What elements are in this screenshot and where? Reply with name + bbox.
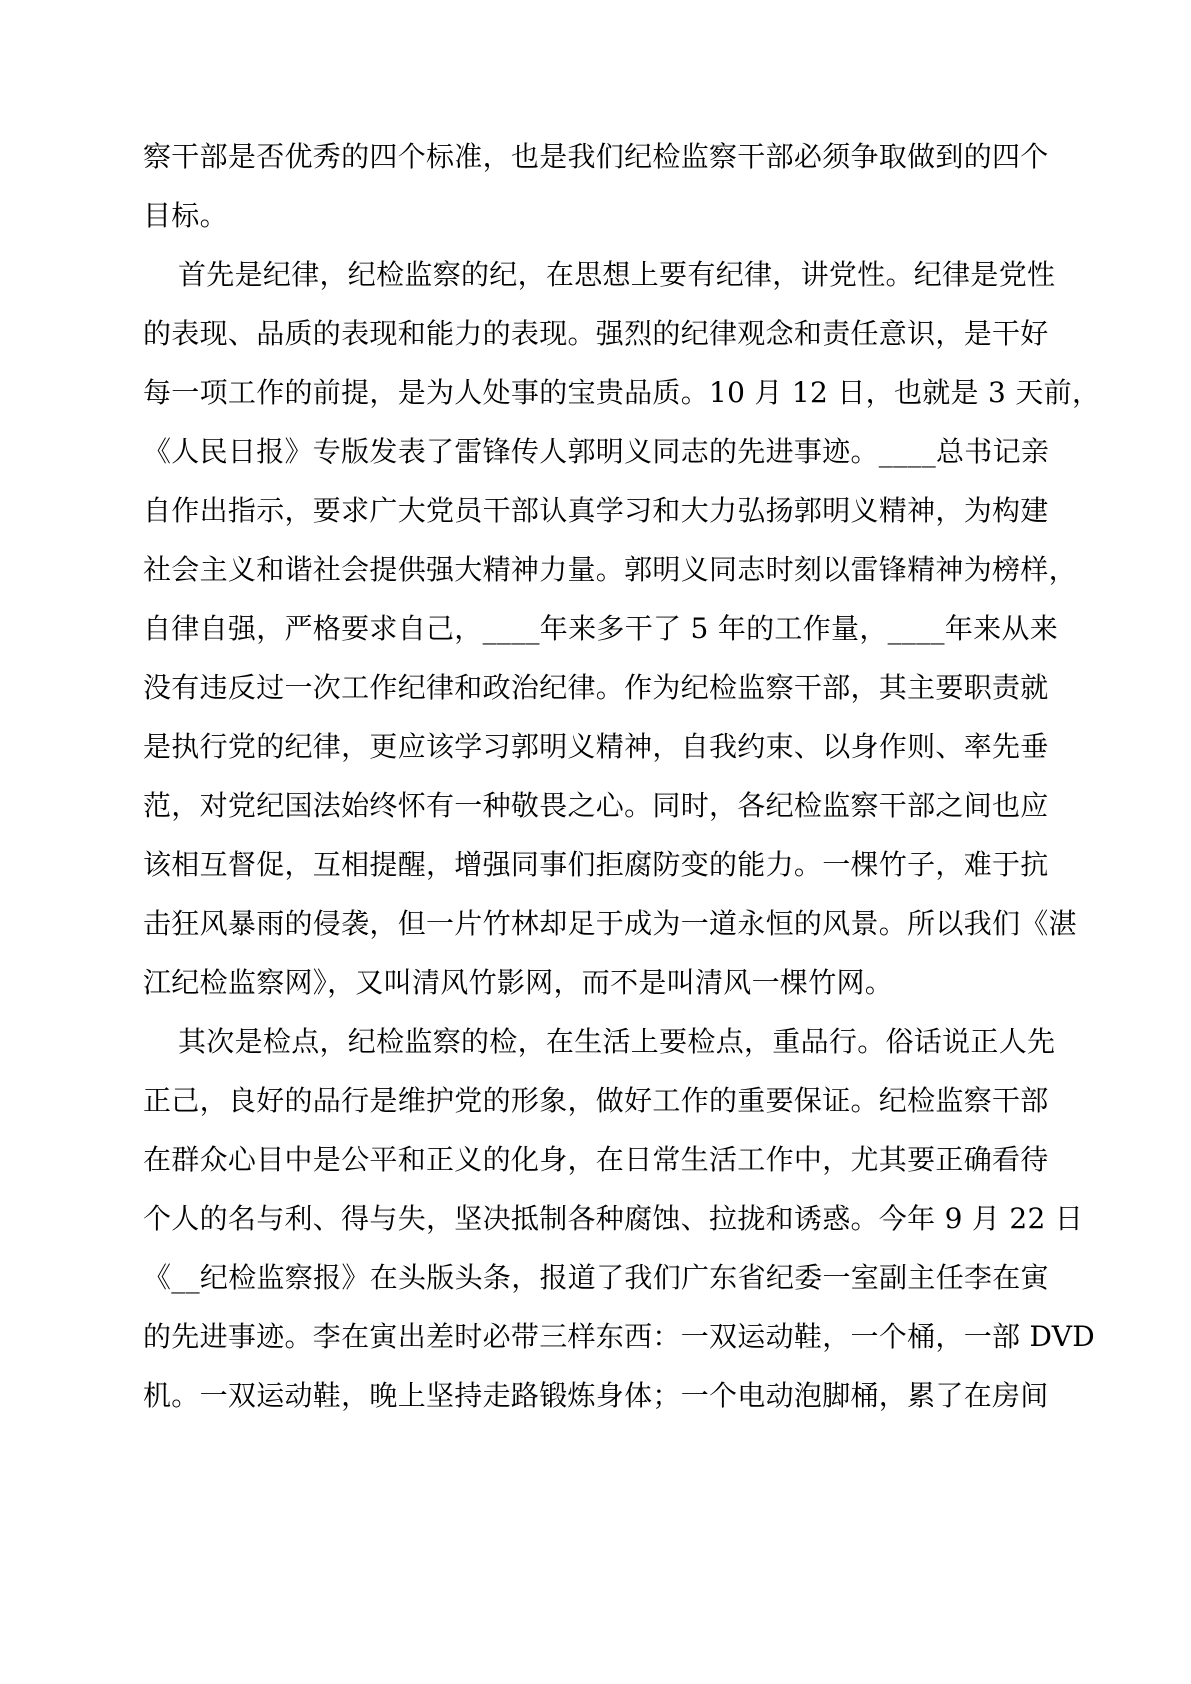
paragraph-first-line: 其次是检点，纪检监察的检，在生活上要检点，重品行。俗话说正人先	[178, 1025, 1056, 1058]
text-line: 《人民日报》专版发表了雷锋传人郭明义同志的先进事迹。____总书记亲	[143, 435, 1050, 468]
text-line: 的表现、品质的表现和能力的表现。强烈的纪律观念和责任意识，是干好	[143, 317, 1049, 350]
paragraph-first-line: 首先是纪律，纪检监察的纪，在思想上要有纪律，讲党性。纪律是党性	[178, 258, 1056, 291]
text-line: 该相互督促，互相提醒，增强同事们拒腐防变的能力。一棵竹子，难于抗	[143, 848, 1049, 881]
text-line: 击狂风暴雨的侵袭，但一片竹林却足于成为一道永恒的风景。所以我们《湛	[143, 907, 1077, 940]
text-line: 是执行党的纪律，更应该学习郭明义精神，自我约束、以身作则、率先垂	[143, 730, 1049, 763]
text-line: 《__纪检监察报》在头版头条，报道了我们广东省纪委一室副主任李在寅	[143, 1261, 1049, 1294]
text-line: 社会主义和谐社会提供强大精神力量。郭明义同志时刻以雷锋精神为榜样，	[143, 553, 1077, 586]
text-line: 个人的名与利、得与失，坚决抵制各种腐蚀、拉拢和诱惑。今年 9 月 22 日	[143, 1202, 1084, 1235]
text-line: 自律自强，严格要求自己，____年来多干了 5 年的工作量，____年来从来	[143, 612, 1059, 645]
text-line: 每一项工作的前提，是为人处事的宝贵品质。10 月 12 日，也就是 3 天前，	[143, 376, 1101, 409]
text-line: 没有违反过一次工作纪律和政治纪律。作为纪检监察干部，其主要职责就	[143, 671, 1049, 704]
text-line: 的先进事迹。李在寅出差时必带三样东西：一双运动鞋，一个桶，一部 DVD	[143, 1320, 1096, 1353]
text-line: 目标。	[143, 199, 228, 232]
text-line: 机。一双运动鞋，晚上坚持走路锻炼身体；一个电动泡脚桶，累了在房间	[143, 1379, 1049, 1412]
text-line: 察干部是否优秀的四个标准，也是我们纪检监察干部必须争取做到的四个	[143, 140, 1049, 173]
text-line: 范，对党纪国法始终怀有一种敬畏之心。同时，各纪检监察干部之间也应	[143, 789, 1049, 822]
text-line: 正己，良好的品行是维护党的形象，做好工作的重要保证。纪检监察干部	[143, 1084, 1049, 1117]
text-line: 江纪检监察网》，又叫清风竹影网，而不是叫清风一棵竹网。	[143, 966, 894, 999]
text-line: 在群众心目中是公平和正义的化身，在日常生活工作中，尤其要正确看待	[143, 1143, 1049, 1176]
text-line: 自作出指示，要求广大党员干部认真学习和大力弘扬郭明义精神，为构建	[143, 494, 1049, 527]
